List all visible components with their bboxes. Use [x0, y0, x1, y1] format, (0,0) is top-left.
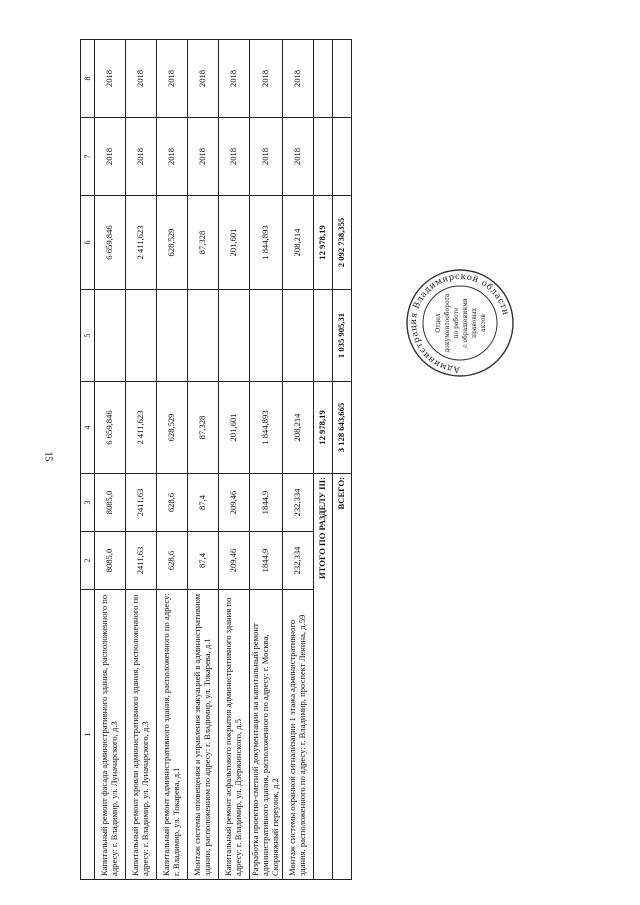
cell-col2: 1844,9 [250, 532, 283, 590]
grand-total-col6: 2 092 738,355 [332, 196, 351, 290]
cell-col3: 628,6 [157, 474, 188, 532]
col-header: 8 [81, 40, 95, 118]
rotated-table-sheet [80, 40, 380, 880]
cell-col5 [188, 290, 219, 382]
cell-col6: 628,529 [157, 196, 188, 290]
row-description: Монтаж системы оповещения и управления эвакуацией в административном здании, расположенном по адресу: г. Владимир, ул. Токарева, д.1 [188, 590, 219, 880]
cell-col6: 201,601 [219, 196, 250, 290]
empty-cell [313, 40, 332, 118]
stamp-line: правовых [471, 308, 478, 338]
cell-col4: 628,529 [157, 382, 188, 474]
cell-col4: 87,328 [188, 382, 219, 474]
official-stamp [405, 268, 515, 378]
cell-col3: 8085,0 [95, 474, 126, 532]
cell-col5 [95, 290, 126, 382]
grand-total-col4: 3 128 643,665 [332, 382, 351, 474]
section-total-row [313, 40, 332, 880]
cell-col8: 2018 [219, 40, 250, 118]
col-header: 1 [81, 590, 95, 880]
grand-total-label: ВСЕГО: [332, 474, 351, 880]
cell-col4: 1 844,893 [250, 382, 283, 474]
cell-col4: 201,601 [219, 382, 250, 474]
cell-col3: 1844,9 [250, 474, 283, 532]
table-row [157, 40, 188, 880]
row-description: Капитальный ремонт кровли административного здания, расположенного по адресу: г. Владимир, ул. Луначарского, д.3 [126, 590, 157, 880]
cell-col4: 6 659,846 [95, 382, 126, 474]
cell-col8: 2018 [250, 40, 283, 118]
cell-col4: 2 411,623 [126, 382, 157, 474]
works-table [80, 39, 352, 880]
stamp-line: по работе [453, 307, 460, 339]
empty-cell [332, 118, 351, 196]
table-row [219, 40, 250, 880]
cell-col8: 2018 [282, 40, 313, 118]
empty-cell [313, 118, 332, 196]
cell-col5 [126, 290, 157, 382]
cell-col2: 2411,63 [126, 532, 157, 590]
stamp-line: Отдел [435, 313, 442, 333]
cell-col2: 8085,0 [95, 532, 126, 590]
cell-col7: 2018 [219, 118, 250, 196]
cell-col5 [282, 290, 313, 382]
cell-col6: 6 659,846 [95, 196, 126, 290]
cell-col7: 2018 [157, 118, 188, 196]
row-description: Монтаж системы охранной сигнализации 1 этажа административного здания, расположенного по адресу: г. Владимир, проспект Ленина, д.59 [282, 590, 313, 880]
cell-col3: 2411,63 [126, 474, 157, 532]
cell-col5 [219, 290, 250, 382]
cell-col8: 2018 [126, 40, 157, 118]
cell-col7: 2018 [282, 118, 313, 196]
cell-col7: 2018 [95, 118, 126, 196]
cell-col5 [250, 290, 283, 382]
cell-col7: 2018 [126, 118, 157, 196]
cell-col7: 2018 [250, 118, 283, 196]
cell-col2: 209,46 [219, 532, 250, 590]
grand-total-row [332, 40, 351, 880]
cell-col2: 87,4 [188, 532, 219, 590]
col-header: 5 [81, 290, 95, 382]
stamp-line: актов [480, 314, 487, 332]
table-row [282, 40, 313, 880]
row-description: Разработка проектно-сметной документации на капитальный ремонт административного здания, расположенного по адресу: г. Москва, Скорняжный переулок, д.2 [250, 590, 283, 880]
cell-col6: 87,328 [188, 196, 219, 290]
cell-col8: 2018 [95, 40, 126, 118]
section-total-col5 [313, 290, 332, 382]
stamp-ring-text: Администрация Владимирской области [408, 271, 511, 375]
grand-total-col5: 1 035 905,31 [332, 290, 351, 382]
col-header: 7 [81, 118, 95, 196]
stamp-line: с обращениями [462, 298, 469, 348]
col-header: 3 [81, 474, 95, 532]
row-description: Капитальный ремонт административного здания, расположенного по адресу: г. Владимир, ул. Токарева, д.1 [157, 590, 188, 880]
cell-col3: 209,46 [219, 474, 250, 532]
cell-col2: 232,334 [282, 532, 313, 590]
cell-col6: 208,214 [282, 196, 313, 290]
col-header: 6 [81, 196, 95, 290]
empty-cell [332, 40, 351, 118]
page-number: 15 [42, 451, 54, 462]
stamp-line: документооборота [444, 293, 451, 353]
cell-col6: 1 844,893 [250, 196, 283, 290]
cell-col8: 2018 [157, 40, 188, 118]
cell-col5 [157, 290, 188, 382]
header-row [81, 40, 95, 880]
cell-col4: 208,214 [282, 382, 313, 474]
row-description: Капитальный ремонт фасада административного здания, расположенного по адресу: г. Владимир, ул. Луначарского, д.3 [95, 590, 126, 880]
cell-col3: 87,4 [188, 474, 219, 532]
section-total-col6: 12 978,19 [313, 196, 332, 290]
table-row [126, 40, 157, 880]
cell-col3: 232,334 [282, 474, 313, 532]
cell-col7: 2018 [188, 118, 219, 196]
row-description: Капитальный ремонт асфальтового покрытия административного здания по адресу: г. Владимир, ул. Дзержинского, д.5 [219, 590, 250, 880]
cell-col2: 628,6 [157, 532, 188, 590]
cell-col8: 2018 [188, 40, 219, 118]
cell-col6: 2 411,623 [126, 196, 157, 290]
section-total-col4: 12 978,19 [313, 382, 332, 474]
table-row [188, 40, 219, 880]
table-row [95, 40, 126, 880]
table-row [250, 40, 283, 880]
col-header: 2 [81, 532, 95, 590]
section-total-label: ИТОГО ПО РАЗДЕЛУ III: [313, 474, 332, 880]
col-header: 4 [81, 382, 95, 474]
